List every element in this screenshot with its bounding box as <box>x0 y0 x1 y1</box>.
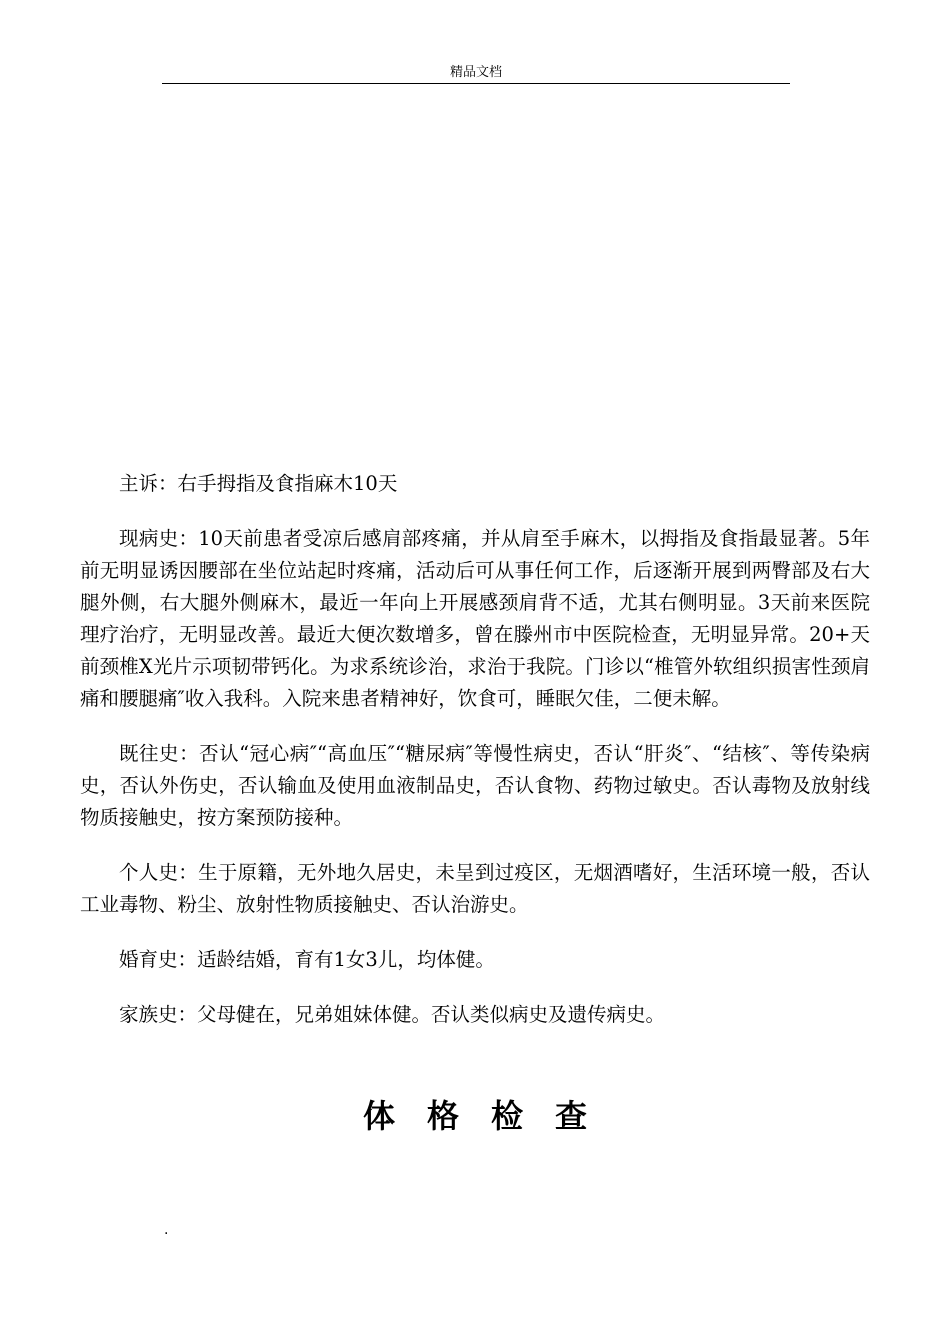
page-header <box>162 64 790 84</box>
family-history: 家族史：父母健在，兄弟姐妹体健。否认类似病史及遗传病史。 <box>119 1003 666 1026</box>
header-title: 精品文档 <box>449 65 502 80</box>
past-history: 既往史：否认“冠心病″“高血压″“糖尿病″等慢性病史，否认“肝炎″、“结核″、等传染病史，否认外伤史，否认输血及使用血液制品史，否认食物、药物过敏史。否认毒物及放射线物质接触史，按方案预防接种。 <box>80 742 870 829</box>
chief-complaint: 主诉：右手拇指及食指麻木10天 <box>119 472 398 495</box>
marital-history: 婚育史：适龄结婚，育有1女3儿，均体健。 <box>119 948 495 971</box>
physical-exam-heading: 体格检查 <box>362 1097 619 1135</box>
present-illness-history: 现病史：10天前患者受凉后感肩部疼痛，并从肩至手麻木，以拇指及食指最显著。5年前无明显诱因腰部在坐位站起时疼痛，活动后可从事任何工作，后逐渐开展到两臀部及右大腿外侧，右大腿外侧麻木，最近一年向上开展感颈肩背不适，尤其右侧明显。3天前来医院理疗治疗，无明显改善。最近大便次数增多，曾在滕州市中医院检查，无明显异常。20+天前颈椎X光片示项韧带钙化。为求系统诊治，求治于我院。门诊以“椎管外软组织损害性颈肩痛和腰腿痛″收入我科。入院来患者精神好，饮食可，睡眠欠佳，二便未解。 <box>80 527 870 710</box>
personal-history: 个人史：生于原籍，无外地久居史，未呈到过疫区，无烟酒嗜好，生活环境一般，否认工业毒物、粉尘、放射性物质接触史、否认治游史。 <box>80 861 870 916</box>
footer-mark: . <box>164 1222 169 1238</box>
document-body <box>80 468 870 1031</box>
